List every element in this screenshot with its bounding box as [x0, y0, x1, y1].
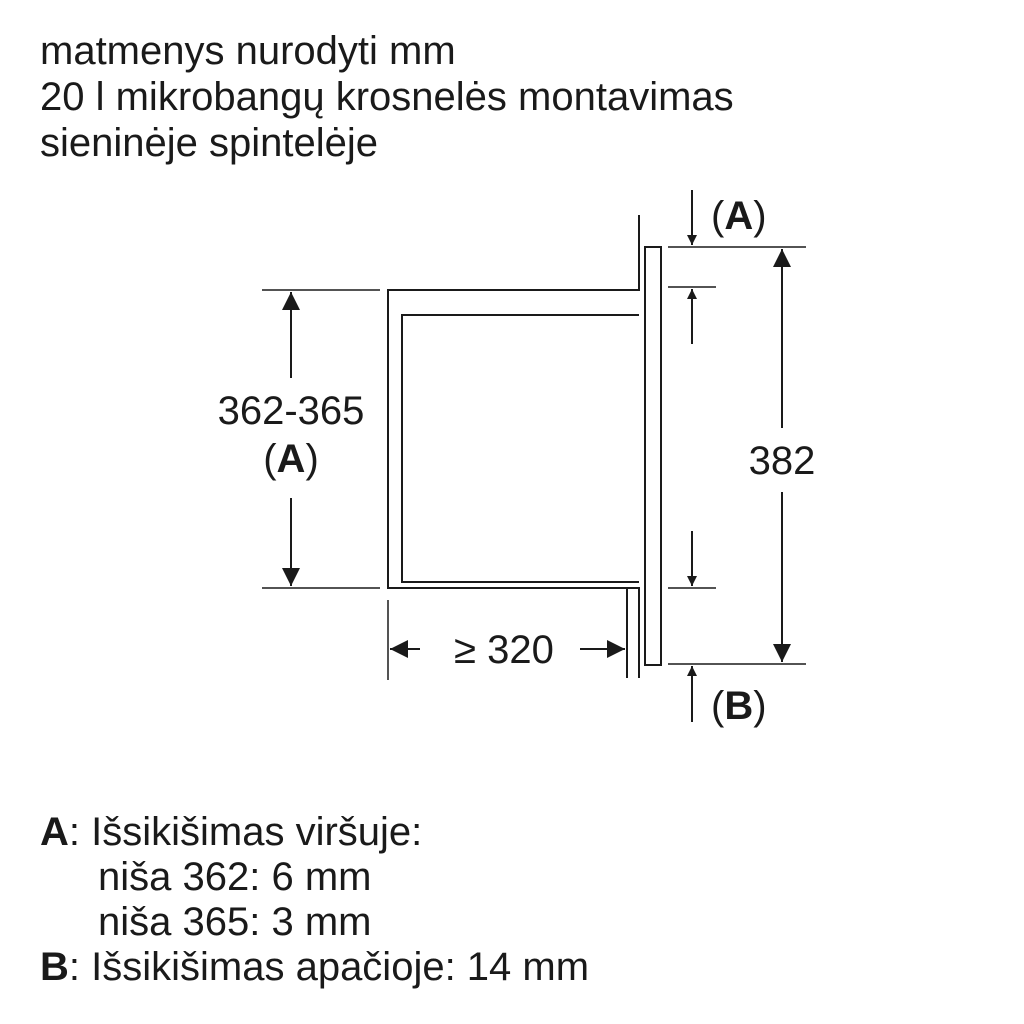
- niche-height-label: 362-365: [217, 389, 365, 433]
- legend-item-b: [40, 945, 589, 990]
- bottom-protrusion-marker: (B): [711, 684, 767, 728]
- legend-title-a: : Išsikišimas viršuje:: [68, 810, 423, 854]
- extension-lines: [262, 247, 806, 680]
- legend-detail: niša 362: 6 mm: [98, 855, 372, 899]
- microwave-front-panel: [645, 247, 661, 665]
- cabinet-wall-outer: [388, 215, 639, 678]
- total-height-label: 382: [748, 439, 816, 483]
- title-line: 20 l mikrobangų krosnelės montavimas: [40, 75, 734, 119]
- legend-detail: niša 365: 3 mm: [98, 900, 372, 944]
- niche-height-key: (A): [263, 437, 319, 481]
- top-protrusion-marker: (A): [711, 194, 767, 238]
- cabinet-wall-inner: [402, 315, 639, 582]
- depth-label: ≥ 320: [454, 628, 554, 672]
- title-line: sieninėje spintelėje: [40, 121, 379, 165]
- legend-key-a: A: [40, 810, 69, 854]
- legend-title-b: : Išsikišimas apačioje: 14 mm: [68, 945, 590, 989]
- legend: [40, 810, 589, 990]
- legend-item-a: [40, 810, 589, 855]
- cabinet-outline: [388, 215, 639, 678]
- legend-key-b: B: [40, 945, 69, 989]
- units-note: matmenys nurodyti mm: [40, 29, 456, 73]
